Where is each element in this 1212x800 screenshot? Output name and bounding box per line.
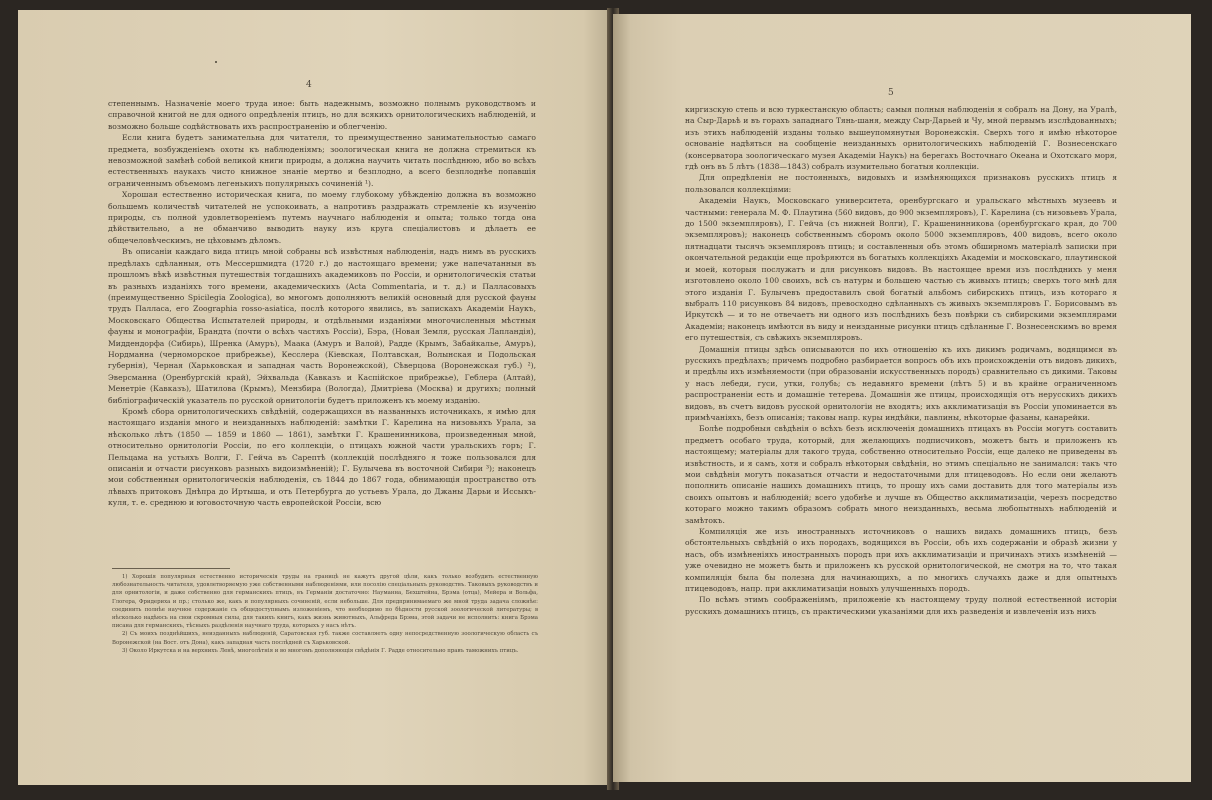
paragraph: Компиляція же изъ иностранныхъ источниковъ о нашихъ видахъ домашнихъ птицъ, безъ обстоятельныхъ свѣдѣній о ихъ породахъ, водящихся въ Россіи, объ ихъ содержаніи и образѣ жизни у насъ, объ измѣненіяхъ иностранныхъ породъ при ихъ акклиматизаціи и причинахъ этихъ измѣненій — уже очевидно не можетъ быть и приложенъ къ русской орнитологической, не смотря на то, что такая компиляція была бы полезна для начинающихъ, а по многихъ случаяхъ даже и для опытныхъ птицеводовъ, напр. при акклиматизаціи новыхъ улучшенныхъ породъ. — [685, 527, 1117, 594]
page-number-right: 5 — [888, 88, 894, 98]
paragraph: Хорошая естественно историческая книга, по моему глубокому убѣжденію должна въ возможно большемъ количествѣ читателей не успокоивать, а напротивъ раздражать стремленіе къ изученію природы, съ полной удовлетвореніемъ путемъ научнаго наблюденія и опыта; только тогда она дѣйствительно, а не обманчиво выводить науку изъ круга спеціалистовъ и дѣлаетъ ее общечеловѣческимъ, не цѣховымъ дѣломъ. — [108, 190, 536, 245]
paragraph: По всѣмъ этимъ соображеніямъ, приложеніе къ настоящему труду полной естественной исторіи русскихъ домашнихъ птицъ, съ практическими указаніями для ихъ разведенія и извлеченія изъ нихъ — [685, 595, 1117, 616]
paragraph: степеннымъ. Назначеніе моего труда иное: быть надежнымъ, возможно полнымъ руководствомъ и справочной книгой не для одного опредѣленія птицъ, но для всякихъ орнитологическихъ наблюденій, и возможно больше содѣйствовать ихъ распространенію и облегченію. — [108, 99, 536, 131]
ink-speck — [215, 61, 217, 63]
left-body-text — [108, 98, 536, 509]
paragraph: Если книга будетъ занимательна для читателя, то преимущественно занимательностью самаго предмета, возбужденіемъ охоты къ наблюденіямъ; зоологическая книга не должна стремиться къ невозможной замѣнѣ собой великой книги природы, а должна научить читать послѣднюю, ибо во всѣхъ естественныхъ наукахъ чисто книжное знаніе мертво и безплодно, а всего безплоднѣе попавшія ограниченнымъ объемомъ легенькихъ популярныхъ сочиненій ¹). — [108, 133, 536, 188]
footnote: 3) Около Иркутска и на верхнихъ Ленѣ, многолѣтнія и во многомъ дополняющія свѣдѣнія Г. Радде относительно правъ таможнихъ птицъ. — [122, 647, 519, 654]
paragraph: Кромѣ сбора орнитологическихъ свѣдѣній, содержащихся въ названныхъ источникахъ, я имѣю для настоящаго изданія много и неизданныхъ наблюденій: замѣтки Г. Карелина на низовьяхъ Урала, за нѣсколько лѣтъ (1850 — 1859 и 1860 — 1861), замѣтки Г. Крашенинникова, произведенныя мной, относительно орнитологіи Россіи, по его коллекціи, о птицахъ южной части уральскихъ горъ; Г. Пельцама на устьяхъ Волги, Г. Гейча въ Сарептѣ (коллекцій послѣдняго я тоже пользовался для описанія и отчасти рисунковъ разныхъ видоизмѣненій); Г. Булычева въ восточной Сибири ³); наконецъ мои собственныя орнитологическія наблюденія, съ 1844 до 1867 года, обнимающія пространство отъ лѣвыхъ притоковъ Днѣпра до Иртыша, и отъ Петербурга до устьевъ Урала, до Джаны Дарьи и Иссыкъ-куля, т. е. среднюю и юговосточную часть европейской Россіи, всю — [108, 406, 536, 508]
page-number-left: 4 — [306, 80, 312, 90]
left-page — [18, 10, 613, 785]
paragraph: Въ описаніи каждаго вида птицъ мной собраны всѣ извѣстныя наблюденія, надъ нимъ въ русскихъ предѣлахъ сдѣланныя, отъ Мессершмидта (1720 г.) до настоящаго времени; уже напечатанныя въ прошломъ вѣкѣ извѣстныя путешествія тогдашнихъ академиковъ по Россіи, и орнитологическія статьи въ разныхъ изданіяхъ того времени, академическихъ (Acta Commentaria, и т. д.) и Палласовыхъ (преимущественно Spicilegia Zoologica), во многомъ дополняютъ великій основный для русской фауны трудъ Палласа, его Zoographia rosso-asiatica, послѣ которого явились, въ запискахъ Академіи Наукъ, Московскаго Общества Испытателей природы, и отдѣльными изданіями многочисленныя мѣстныя фауны и монографіи, Брандта (почти о всѣхъ частяхъ Россіи), Бэра, (Новая Земля, русская Лапландія), Миддендорфа (Сибирь), Шренка (Амуръ), Маака (Амуръ и Валой), Радде (Крымъ, Забайкалье, Амуръ), Нордманна (черноморское прибрежье), Кесслера (Кіевская, Полтавская, Волынская и Подольская губернія), Черная (Харьковская и западная часть Воронежской), Сѣверцова (Воронежская губ.) ²), Эверсманна (Оренбургскій край), Эйхвальда (Кавказъ и Каспійское прибрежье), Геблера (Алтай), Менетріе (Кавказъ), Шатилова (Крымъ), Мензбира (Вологда), Дмитріева (Москва) и другихъ; полный библіографическій указатель по русской орнитологіи будетъ приложенъ къ моему изданію. — [108, 247, 536, 405]
paragraph: Домашнія птицы здѣсь описываются по ихъ отношенію къ ихъ дикимъ родичамъ, водящимся въ русскихъ предѣлахъ; причемъ подробно разбирается вопросъ объ ихъ происхожденіи отъ видовъ дикихъ, и предѣлы ихъ измѣняемости (при образованіи искусственныхъ породъ) сравнительно съ дикими. Таковы у насъ лебеди, гуси, утки, голубь; съ недавняго времени (лѣтъ 5) и въ крайне ограниченномъ распространеніи есть и домашніе тетерева. Домашнія же птицы, происходящія отъ нерусскихъ дикихъ видовъ, въ счетъ видовъ русской орнитологіи не входятъ; ихъ акклиматизація въ Россіи упоминается въ примѣчаніяхъ, безъ описанія; таковы напр. куры индѣйки, павлины, нѣкоторые фазаны, канарейки. — [685, 344, 1117, 422]
footnote: 1) Хорошія популярныя естественно историческія труды на границѣ не кажутъ другой цѣли, какъ только возбудить естественную любознательность читателя, удовлетворяемую уже собственными наблюденіями, или посолію спеціальныхъ руководствъ. Таковыхъ руководствъ и для орнитологіи, и даже собственно для германскихъ птицъ, въ Германіи достаточно: Науманна, Бехштейна, Брэма (отца), Мейера и Вольфа, Глогера, Фридериха и пр.; столько же, какъ и популярныхъ сочиненій, если небольше. Для предпринимаемаго же мной труда задача сложнѣе: соединить полнѣе научное содержаніе съ общедоступнымъ изложеніемъ, что необходимо по бѣдности русской зоологической литературы; в нѣсколько надѣюсь на свои скромныя силы, для такихъ книгъ, какъ жизнь животныхъ, Альфреда Брэма, этой задачи не исполнить: книга Брэма писана для германскихъ, тѣсныхъ раздѣленія научнаго труда, которыхъ у насъ нѣтъ. — [112, 574, 538, 630]
footnote: 2) Съ моихъ позднѣйшихъ, неизданныхъ наблюденій, Саратовская губ. также составляетъ одну непосредственную зоологическую область съ Воронежской (на Вост. отъ Дона), какъ западная часть послѣдней съ Харьковской. — [112, 631, 538, 646]
paragraph: Академіи Наукъ, Московскаго университета, оренбургскаго и уральскаго мѣстныхъ музеевъ и частными: генерала М. Ф. Плаутина (560 видовъ, до 900 экземпляровъ), Г. Карелина (съ низовьевъ Урала, до 1500 экземпляровъ), Г. Гейча (съ нижней Волги), Г. Крашенинникова (оренбургскаго края, до 700 экземпляровъ); наконецъ собственнымъ сборомъ около 5000 экземпляровъ, 400 видовъ, всего около пятнадцати тысячъ экземпляровъ птицъ; и составленныя объ этомъ обширномъ матеріалѣ записки при окончательной редакціи еще проѣряются въ богатыхъ коллекціяхъ Академіи и московскаго, плаутинской и моей, которыя послужатъ и для рисунковъ видовъ. Въ настоящее время изъ послѣднихъ у меня изготовлено около 100 своихъ, всѣ съ натуры и большею частью съ живыхъ птицъ; сверхъ того мнѣ для этого изданія Г. Булычевъ предоставилъ свой богатый альбомъ сибирскихъ птицъ, изъ котораго я выбралъ 110 рисунковъ 84 видовъ, превосходно сдѣланныхъ съ живыхъ экземпляровъ Г. Борисовымъ въ Иркутскѣ — и то не отвечаетъ ни одного изъ послѣднихъ безъ повѣрки съ сибирскими экземплярами Академіи; наконецъ имѣются въ виду и неизданные рисунки птицъ сдѣланные Г. Вознесенскимъ во время его путешествія, съ свѣжихъ экземпляровъ. — [685, 196, 1117, 343]
right-page — [613, 14, 1191, 782]
paragraph: Болѣе подробныя свѣдѣнія о всѣхъ безъ исключенія домашнихъ птицахъ въ Россіи могутъ составить предметъ особаго труда, который, для желающихъ подписчиковъ, можетъ быть и приложенъ къ настоящему; матеріалы для такого труда, собственно относительно Россіи, еще далеко не приведены въ извѣстность, и я самъ, хотя и собралъ нѣкоторыя свѣдѣнія, но этимъ спеціально не занимался: такъ что мои свѣдѣнія могутъ показаться отчасти и недостаточными для птицеводовъ. Но если они желаютъ пополнить описаніе нашихъ домашнихъ птицъ, то прошу ихъ сами доставить для того матеріалы изъ своихъ опытовъ и наблюденій; всего удобнѣе и лучше въ Общество акклиматизаціи, черезъ посредство котораго можно такимъ образомъ собрать много неизданныхъ, весьма любопытныхъ наблюденій и замѣтокъ. — [685, 424, 1117, 525]
left-footnotes — [112, 573, 538, 655]
footnote-rule — [112, 568, 230, 569]
right-body-text — [685, 104, 1117, 617]
paragraph: киргизскую степь и всю туркестанскую область; самыя полныя наблюденія я собралъ на Дону, на Уралѣ, на Сыр-Дарьѣ и въ горахъ западнаго Тянь-шаня, между Сыр-Дарьей и Чу, мной первымъ изслѣдованныхъ; изъ этихъ наблюденій изданы только вышеупомянутыя Воронежскія. Сверхъ того я имѣю нѣкоторое основаніе надѣяться на сообщеніе неизданныхъ орнитологическихъ наблюденій Г. Вознесенскаго (консерватора зоологическаго музея Академіи Наукъ) на берегахъ Восточнаго Океана и Охотскаго моря, гдѣ онъ въ 5 лѣтъ (1838—1843) собралъ изумительно богатыя коллекціи. — [685, 105, 1117, 172]
paragraph: Для опредѣленія не постоянныхъ, видовыхъ и измѣняющихся признаковъ русскихъ птицъ я пользовался коллекціями: — [685, 173, 1117, 194]
